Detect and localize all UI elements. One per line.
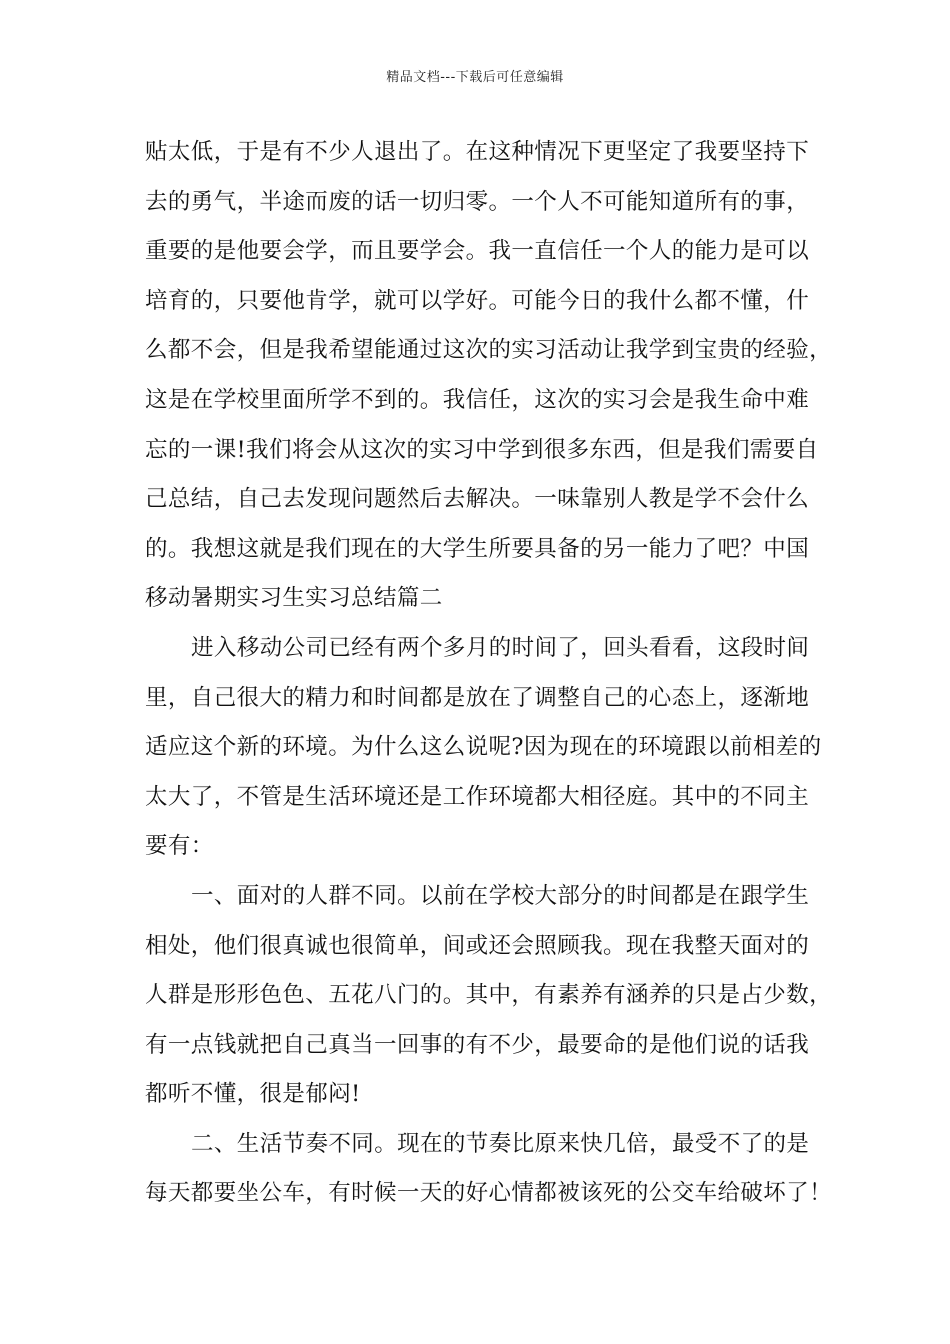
text-line: 己总结，自己去发现问题然后去解决。一味靠别人教是学不会什么: [145, 486, 810, 513]
text-line: 相处，他们很真诚也很简单，间或还会照顾我。现在我整天面对的: [145, 932, 810, 959]
text-line: 去的勇气，半途而废的话一切归零。一个人不可能知道所有的事，: [145, 188, 810, 215]
page-header: 精品文档---下载后可任意编辑: [386, 70, 564, 85]
paragraph-first-line: 进入移动公司已经有两个多月的时间了，回头看看，这段时间: [191, 634, 810, 661]
paragraph-first-line: 一、面对的人群不同。以前在学校大部分的时间都是在跟学生: [191, 882, 810, 909]
text-line: 适应这个新的环境。为什么这么说呢?因为现在的环境跟以前相差的: [145, 734, 822, 761]
text-line: 么都不会，但是我希望能通过这次的实习活动让我学到宝贵的经验，: [145, 337, 833, 364]
text-line: 培育的，只要他肯学，就可以学好。可能今日的我什么都不懂，什: [145, 287, 810, 314]
text-line: 人群是形形色色、五花八门的。其中，有素养有涵养的只是占少数，: [145, 982, 833, 1009]
text-line: 贴太低，于是有不少人退出了。在这种情况下更坚定了我要坚持下: [145, 139, 810, 165]
text-line: 重要的是他要会学，而且要学会。我一直信任一个人的能力是可以: [145, 238, 810, 265]
text-line: 有一点钱就把自己真当一回事的有不少，最要命的是他们说的话我: [145, 1031, 810, 1058]
body-text: [145, 128, 833, 1219]
text-line: 都听不懂，很是郁闷!: [145, 1081, 361, 1108]
text-line: 的。我想这就是我们现在的大学生所要具备的另一能力了吧？中国: [145, 535, 810, 562]
text-line: 太大了，不管是生活环境还是工作环境都大相径庭。其中的不同主: [145, 783, 810, 810]
text-line: 这是在学校里面所学不到的。我信任，这次的实习会是我生命中难: [145, 386, 810, 413]
paragraph-first-line: 二、生活节奏不同。现在的节奏比原来快几倍，最受不了的是: [191, 1130, 810, 1157]
text-line: 每天都要坐公车，有时候一天的好心情都被该死的公交车给破坏了！: [145, 1180, 833, 1207]
text-line: 要有：: [145, 833, 214, 860]
text-line: 移动暑期实习生实习总结篇二: [145, 585, 443, 612]
text-line: 里，自己很大的精力和时间都是放在了调整自己的心态上，逐渐地: [145, 684, 810, 711]
text-line: 忘的一课!我们将会从这次的实习中学到很多东西，但是我们需要自: [145, 436, 819, 463]
